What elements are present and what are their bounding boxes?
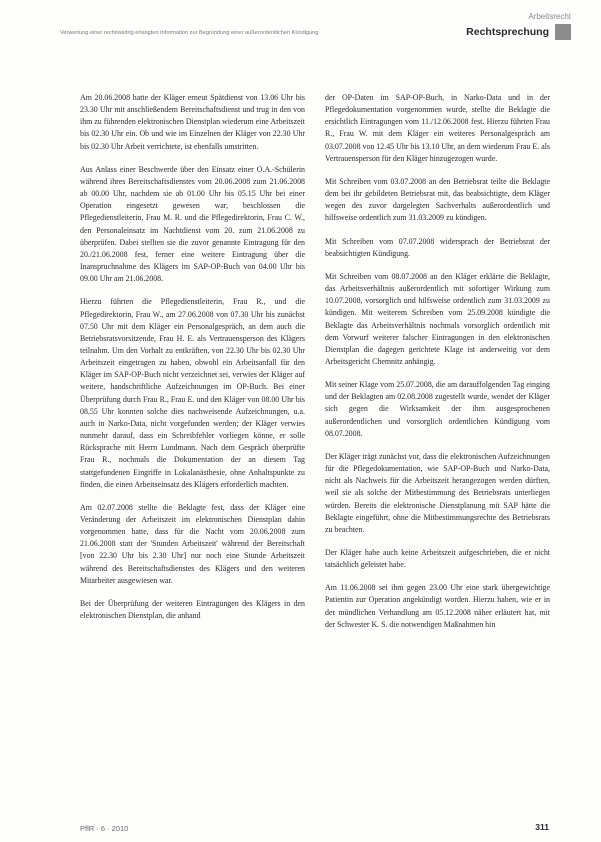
paragraph: Mit Schreiben vom 08.07.2008 an den Kläger erklärte die Beklagte, das Arbeitsverhältnis außerordentlich mit sofortiger Wirkung zum 10.07.2008, vorsorglich und hilfsweise ordentlich zum 31.03.2009 zu kündigen. Mit weiterem Schreiben vom 25.09.2008 kündigte die Beklagte das Arbeitsverhältnis nochmals vorsorglich ordentlich mit dem Vorwurf weiterer falscher Eintragungen in den elektronischen Dienstplan die dagegen gerichtete Klage ist anderweitig vor dem Arbeitsgericht Chemnitz anhängig. xyxy=(325,271,550,366)
running-header-title: Rechtsprechung xyxy=(466,26,549,38)
left-column xyxy=(80,92,305,633)
paragraph: Am 20.06.2008 hatte der Kläger erneut Spätdienst von 13.06 Uhr bis 23.30 Uhr mit anschließendem Bereitschaftsdienst und trug in den von ihm zu führenden elektronischen Dienstplan wiederum eine Arbeitszeit bis 02.30 Uhr ein. Ob und wie im Einzelnen der Kläger von 22.30 Uhr bis 02.30 Uhr Arbeit verrichtete, ist ebenfalls umstritten. xyxy=(80,93,305,151)
paragraph: Aus Anlass einer Beschwerde über den Einsatz einer O.A.-Schülerin während ihres Bereitschaftsdienstes vom 20.06.2008 zum 21.06.2008 ab 00.00 Uhr, nachdem sie ab 01.00 Uhr bis 05.15 Uhr bei einer Operation eingesetzt gewesen war, beschlossen die Pflegedienstleiterin, Frau M. R. und die Pflegedirektorin, Frau C. W., den Personaleinsatz im Nachtdienst vom 20. zum 21.06.2008 zu überprüfen. Dabei stellten sie die zuvor genannte Eintragung für den 20./21.06.2008 fest, ferner eine weitere Eintragung über die Inanspruchnahme des Klägers im SAP-OP-Buch von 04.00 Uhr bis 09.00 Uhr am 21.06.2008. xyxy=(80,164,305,284)
page-number: 311 xyxy=(535,822,549,832)
paragraph: Mit seiner Klage vom 25.07.2008, die am darauffolgenden Tag einging und der Beklagten am 02.08.2008 zugestellt wurde, wendet der Kläger sich gegen die Wirksamkeit der ihm ausgesprochenen außerordentlichen und vorsorglich ordentlichen Kündigung vom 08.07.2008. xyxy=(325,380,550,438)
paragraph: Der Kläger habe auch keine Arbeitszeit aufgeschrieben, die er nicht tatsächlich geleistet habe. xyxy=(325,548,550,570)
paragraph: Mit Schreiben vom 03.07.2008 an den Betriebsrat teilte die Beklagte dem bei ihr gebildeten Betriebsrat mit, das beabsichtigte, dem Kläger wegen des zuvor dargelegten Sachverhalts außerordentlich und hilfsweise ordentlich zum 31.03.2009 zu kündigen. xyxy=(325,176,550,223)
right-column xyxy=(325,92,550,642)
paragraph: Am 11.06.2008 sei ihm gegen 23.00 Uhr eine stark übergewichtige Patientin zur Operation angekündigt worden. Hierzu haben, wie er in der mündlichen Verhandlung am 05.12.2008 näher erläutert hat, mit der Schwester K. S. die notwendigen Maßnahmen hin xyxy=(325,583,550,629)
header-marker-box xyxy=(555,24,571,40)
paragraph: Der Kläger trägt zunächst vor, dass die elektronischen Aufzeichnungen für die Pflegedokumentation, wie SAP-OP-Buch und Narko-Data, nicht als Nachweis für die Arbeitszeit herangezogen werden dürften, weil sie als solche der Mitbestimmung des Betriebsrats unterliegen würden. Bereits die elektronische Dienstplanung mit SAP hätte die Beklagte eingeführt, ohne die Mitbestimmungsrechte des Betriebsrats zu beachten. xyxy=(325,451,550,534)
paragraph: Hierzu führten die Pflegedienstleiterin, Frau R., und die Pflegedirektorin, Frau W., am 27.06.2008 von 07.30 Uhr bis zunächst 07.50 Uhr mit dem Kläger ein Personalgespräch, an dem auch die Betriebsratsvorsitzende, Frau H. E. als Vertrauensperson des Klägers teilnahm. Um den Vorhalt zu entkräften, von 22.30 Uhr bis 02.30 Uhr Arbeitszeit eingetragen zu haben, obwohl ein Arbeitsanfall für den Kläger im SAP-OP-Buch nicht verzeichnet sei, verwies der Kläger auf weitere, handschriftliche Aufzeichnungen im OP-Buch. Bei einer Überprüfung durch Frau R., Frau E. und den Kläger von 08.00 Uhr bis 08.55 Uhr konnten solche dies nachweisende Aufzeichnungen, u.a. auch in Narko-Data, nicht vorgefunden werden; der Kläger verwies nunmehr darauf, dass ein Schreibfehler vorliegen könne, er solle Rücksprache mit Herrn Lundmann. Nach dem Gespräch überprüfte Frau R., nochmals die Dokumentation der an diesem Tag stattgefundenen Eingriffe in Lokalanästhesie, ohne Anhaltspunkte zu finden, die einen Arbeitseinsatz des Klägers erforderlich machten. xyxy=(80,297,305,489)
paragraph: der OP-Daten im SAP-OP-Buch, in Narko-Data und in der Pflegedokumentation vorgenommen wurde, stellte die Beklagte die ersichtlich Eintragungen vom 11./12.06.2008 fest. Hierzu führten Frau R., Frau W. mit dem Kläger ein weiteres Personalgespräch am 03.07.2008 von 12.45 Uhr bis 13.10 Uhr, an dem wiederum Frau E. als Vertrauensperson für den Kläger hinzugezogen wurde. xyxy=(325,93,550,163)
paragraph: Bei der Überprüfung der weiteren Eintragungen des Klägers in den elektronischen Dienstplan, die anhand xyxy=(80,598,305,621)
running-header-subtitle: Verwertung einer rechtswidrig erlangten Information zur Begründung einer außerordentlichen Kündigung xyxy=(60,30,319,36)
section-label: Arbeitsrecht xyxy=(528,12,571,21)
paragraph: Mit Schreiben vom 07.07.2008 widersprach der Betriebsrat der beabsichtigten Kündigung. xyxy=(325,236,550,258)
journal-citation: PflR · 6 · 2010 xyxy=(80,824,129,833)
paragraph: Am 02.07.2008 stellte die Beklagte fest, dass der Kläger eine Veränderung der Arbeitszeit im elektronischen Dienstplan dahin vorgenommen hatte, dass für die Nacht vom 20.06.2008 zum 21.06.2008 statt der 'Stunden Arbeitszeit' während der Bereitschaft [von 22.30 Uhr bis 2.30 Uhr] nur noch eine Stunde Arbeitszeit während des Bereitschaftsdienstes des Klägers und den weiteren Mitarbeiter ausgewiesen war. xyxy=(80,502,305,585)
